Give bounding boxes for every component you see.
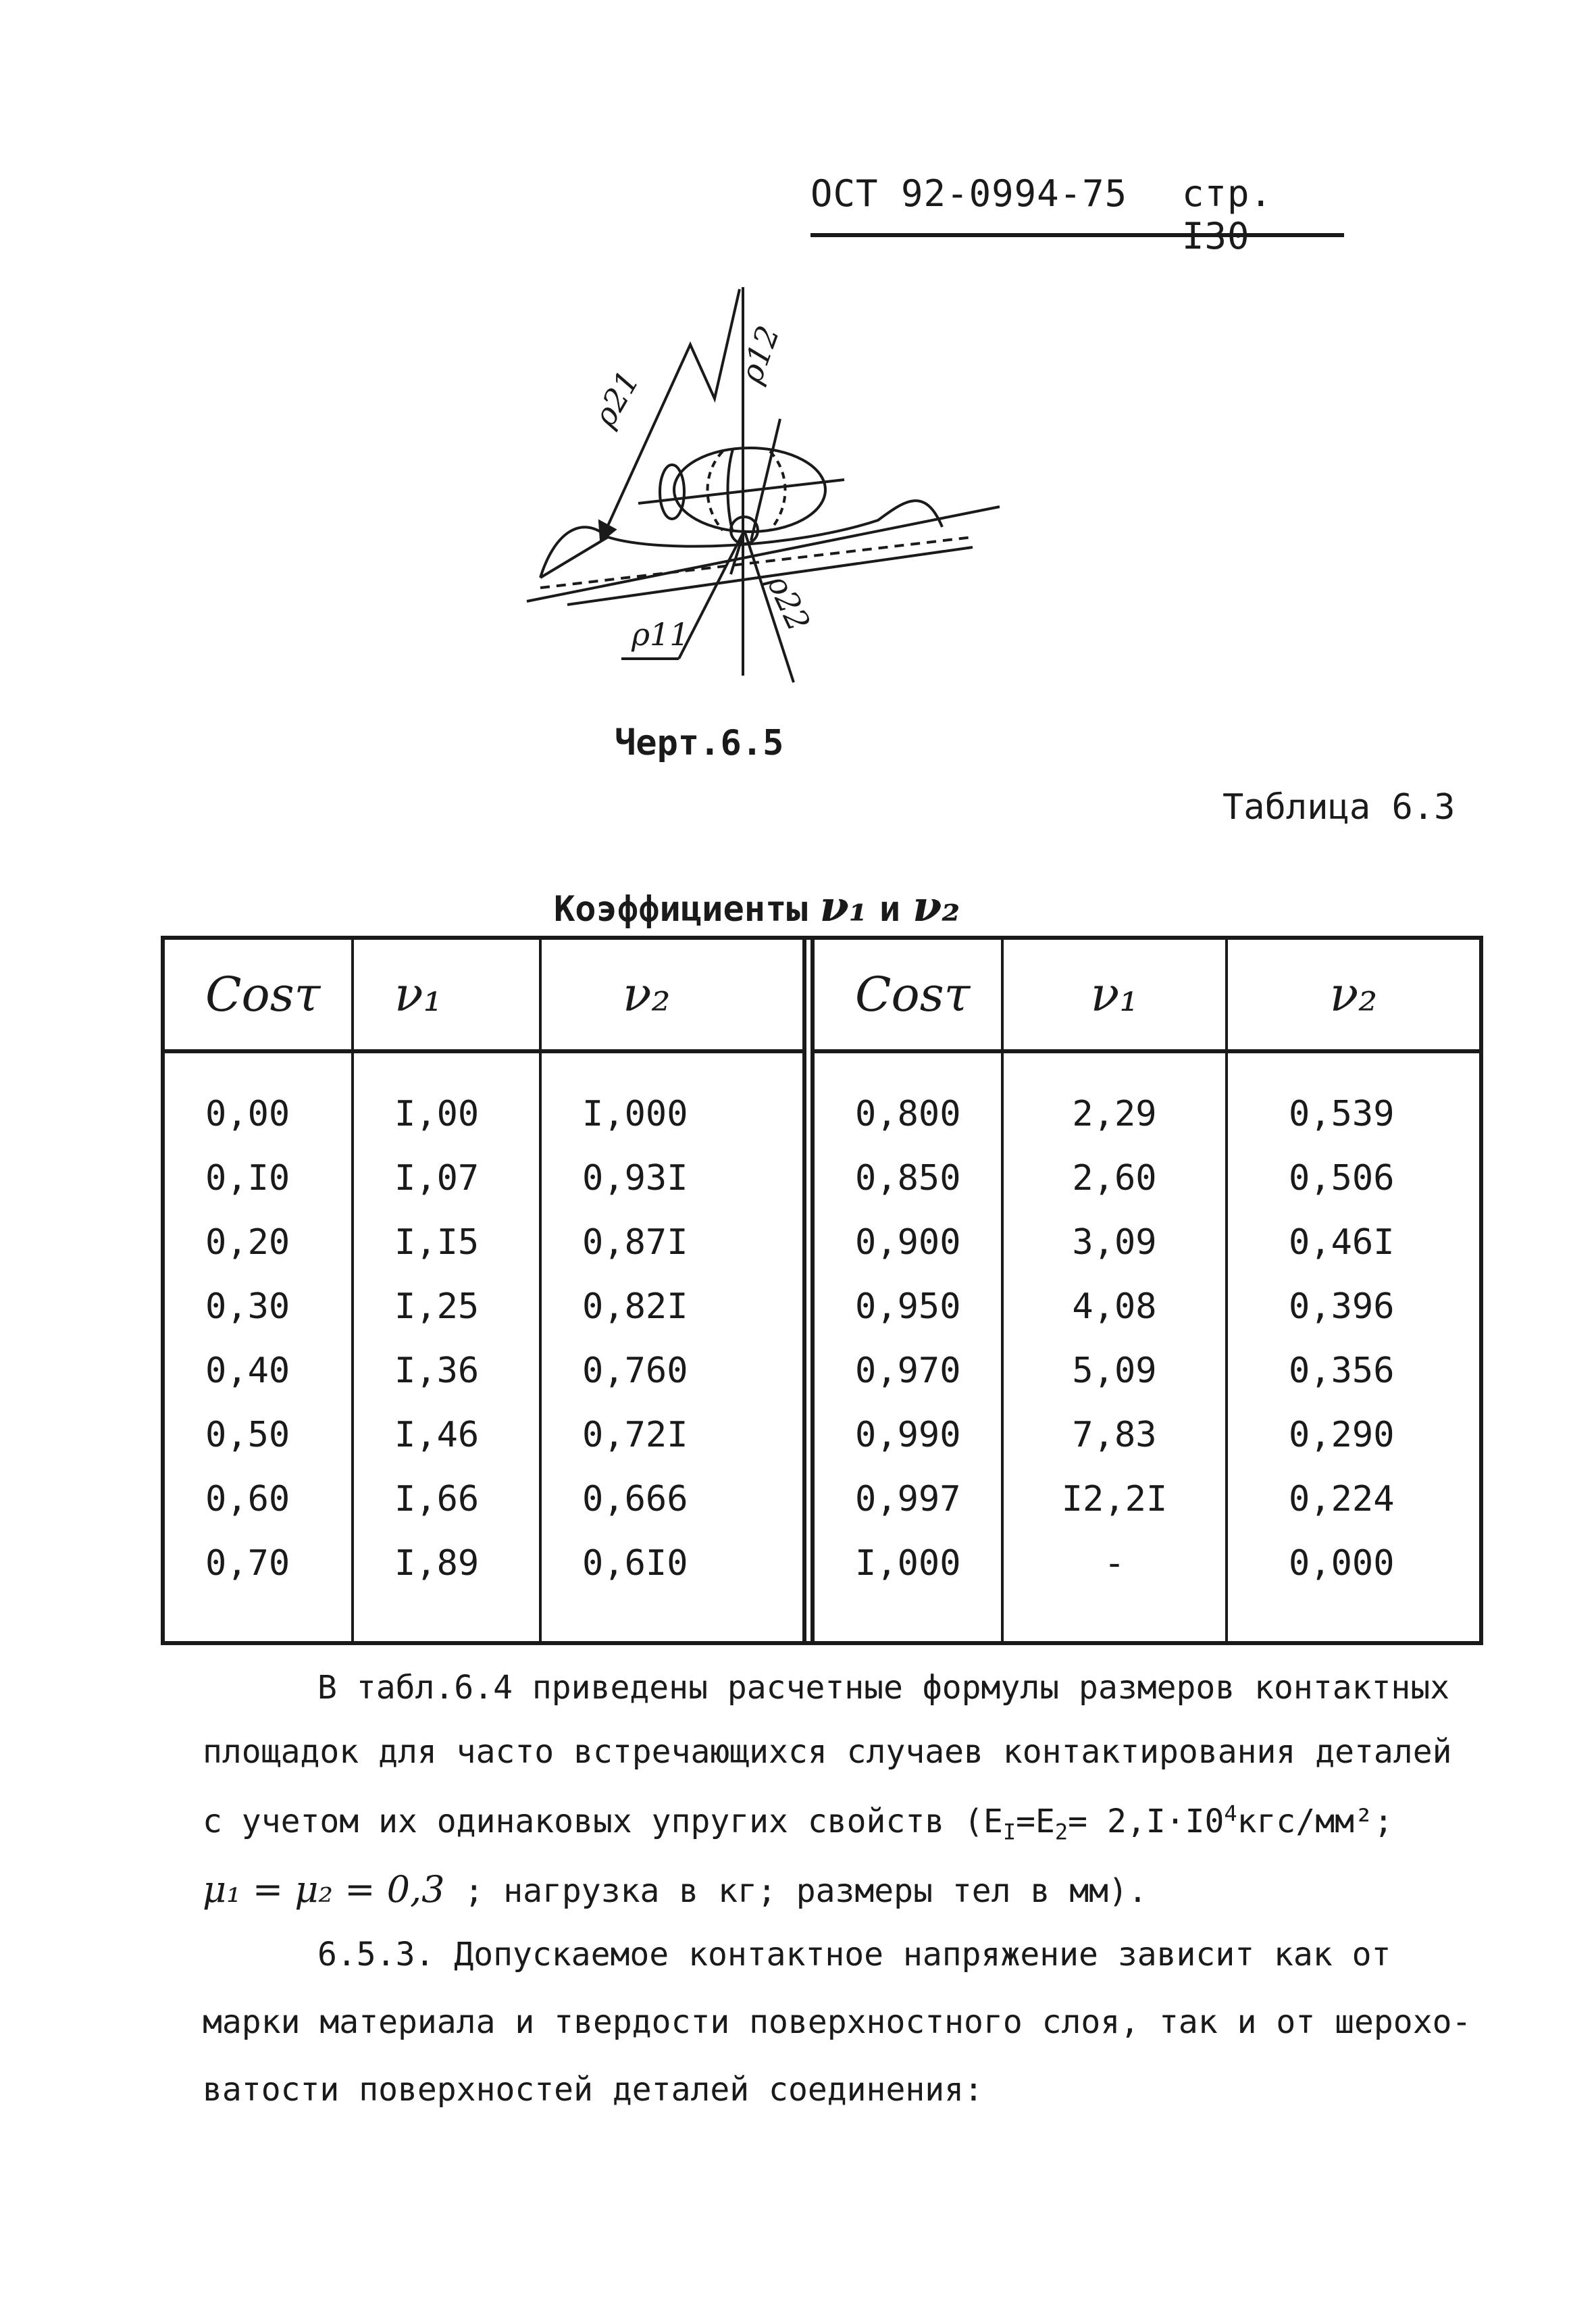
ellipse-left-inner xyxy=(660,465,684,519)
p3-part-b: =E xyxy=(1016,1803,1055,1840)
table-cell: 4,08 xyxy=(1072,1286,1157,1327)
ellipse-meridian-3 xyxy=(728,449,733,532)
column-header: Cosτ xyxy=(165,940,351,1053)
table-cell: 0,60 xyxy=(205,1478,290,1519)
table-cell: 2,29 xyxy=(1072,1093,1157,1134)
table-cell: 0,950 xyxy=(855,1286,961,1327)
table-title-v1: ν₁ xyxy=(819,882,867,931)
paragraph-line-4 xyxy=(203,1868,1148,1911)
p3-part-d: кгс/мм²; xyxy=(1237,1803,1393,1840)
column-v1-left xyxy=(354,940,542,1641)
table-cell: 0,30 xyxy=(205,1286,290,1327)
table-title-and: и xyxy=(879,889,901,930)
label-rho22: ρ22 xyxy=(760,568,818,637)
ellipse-equator-line xyxy=(638,480,844,503)
table-cell: 7,83 xyxy=(1072,1414,1157,1455)
table-cell: I,66 xyxy=(394,1478,480,1519)
column-header: ν₁ xyxy=(1004,940,1225,1053)
table-double-divider xyxy=(802,940,815,1641)
table-cell: I,000 xyxy=(855,1542,961,1584)
column-header: ν₂ xyxy=(1228,940,1479,1053)
table-cell: 5,09 xyxy=(1072,1350,1157,1391)
table-cell: 2,60 xyxy=(1072,1157,1157,1199)
ellipse-meridian-1 xyxy=(708,451,723,530)
table-cell: I,46 xyxy=(394,1414,480,1455)
paragraph-line-6: марки материала и твердости поверхностного слоя, так и от шерохо- xyxy=(203,2003,1472,2041)
column-header: ν₁ xyxy=(354,940,539,1053)
p3-sub-1: I xyxy=(1002,1819,1016,1845)
table-title-v2: ν₂ xyxy=(912,882,960,931)
table-cell: 0,396 xyxy=(1289,1286,1395,1327)
paragraph-line-7: ватости поверхностей деталей соединения: xyxy=(203,2071,983,2109)
table-cell: 0,900 xyxy=(855,1222,961,1263)
table-cell: 0,356 xyxy=(1289,1350,1395,1391)
table-cell: 0,40 xyxy=(205,1350,290,1391)
table-cell: 0,506 xyxy=(1289,1157,1395,1199)
table-cell: I,000 xyxy=(582,1093,688,1134)
contact-figure xyxy=(500,270,1027,716)
table-cell: 0,82I xyxy=(582,1286,688,1327)
p3-part-c: = 2,I·I0 xyxy=(1068,1803,1225,1840)
table-cell: I,25 xyxy=(394,1286,480,1327)
table-cell: 0,00 xyxy=(205,1093,290,1134)
table-cell: 0,990 xyxy=(855,1414,961,1455)
table-cell: I,I5 xyxy=(394,1222,480,1263)
paragraph-line-3 xyxy=(203,1801,1393,1845)
table-cell: 0,000 xyxy=(1289,1542,1395,1584)
column-cos-left xyxy=(165,940,354,1641)
label-rho21: ρ21 xyxy=(586,364,647,433)
table-right-half xyxy=(815,940,1479,1641)
document-code: ОСТ 92-0994-75 xyxy=(810,172,1128,215)
table-number: Таблица 6.3 xyxy=(1222,787,1456,828)
table-cell: 0,290 xyxy=(1289,1414,1395,1455)
table-cell: I2,2I xyxy=(1061,1478,1168,1519)
p3-sup: 4 xyxy=(1224,1801,1237,1826)
table-cell: I,36 xyxy=(394,1350,480,1391)
paragraph-line-2: площадок для часто встречающихся случаев контактирования деталей xyxy=(203,1733,1452,1771)
table-left-half xyxy=(165,940,804,1641)
poisson-formula: μ₁ = μ₂ = 0,3 xyxy=(203,1868,445,1911)
table-cell: 0,666 xyxy=(582,1478,688,1519)
figure-caption: Черт.6.5 xyxy=(615,723,784,763)
table-title-prefix: Коэффициенты xyxy=(554,889,808,930)
table-cell: 0,70 xyxy=(205,1542,290,1584)
column-v2-right xyxy=(1228,940,1479,1641)
column-v1-right xyxy=(1004,940,1228,1641)
page-header xyxy=(810,172,1344,257)
table-cell: 0,46I xyxy=(1289,1222,1395,1263)
table-cell: I,89 xyxy=(394,1542,480,1584)
table-cell: 0,539 xyxy=(1289,1093,1395,1134)
table-cell: - xyxy=(1104,1542,1125,1584)
table-cell: I,00 xyxy=(394,1093,480,1134)
saddle-surface-left xyxy=(540,537,608,578)
column-v2-left xyxy=(542,940,804,1641)
table-cell: 0,87I xyxy=(582,1222,688,1263)
table-title xyxy=(554,882,960,931)
table-cell: 3,09 xyxy=(1072,1222,1157,1263)
table-cell: 0,20 xyxy=(205,1222,290,1263)
table-cell: I,07 xyxy=(394,1157,480,1199)
table-cell: 0,50 xyxy=(205,1414,290,1455)
p3-sub-2: 2 xyxy=(1054,1819,1069,1845)
table-cell: 0,224 xyxy=(1289,1478,1395,1519)
column-header: ν₂ xyxy=(542,940,804,1053)
table-cell: 0,760 xyxy=(582,1350,688,1391)
label-rho11: ρ11 xyxy=(632,616,690,653)
label-rho12: ρ12 xyxy=(732,320,787,388)
table-cell: 0,997 xyxy=(855,1478,961,1519)
table-cell: 0,850 xyxy=(855,1157,961,1199)
p3-part-a: с учетом их одинаковых упругих свойств (E xyxy=(203,1803,1003,1840)
paragraph-line-5: 6.5.3. Допускаемое контактное напряжение зависит как от xyxy=(317,1936,1391,1973)
ellipse-meridian-2 xyxy=(770,451,786,530)
paragraph-line-1: В табл.6.4 приведены расчетные формулы размеров контактных xyxy=(317,1669,1450,1707)
table-cell: 0,6I0 xyxy=(582,1542,688,1584)
table-cell: 0,I0 xyxy=(205,1157,290,1199)
p4-rest: ; нагрузка в кг; размеры тел в мм). xyxy=(444,1872,1148,1910)
table-cell: 0,93I xyxy=(582,1157,688,1199)
table-cell: 0,970 xyxy=(855,1350,961,1391)
coefficients-table xyxy=(161,936,1483,1645)
table-cell: 0,800 xyxy=(855,1093,961,1134)
table-cell: 0,72I xyxy=(582,1414,688,1455)
column-header: Cosτ xyxy=(815,940,1001,1053)
column-cos-right xyxy=(815,940,1004,1641)
page-number: стр. I30 xyxy=(1182,172,1273,257)
